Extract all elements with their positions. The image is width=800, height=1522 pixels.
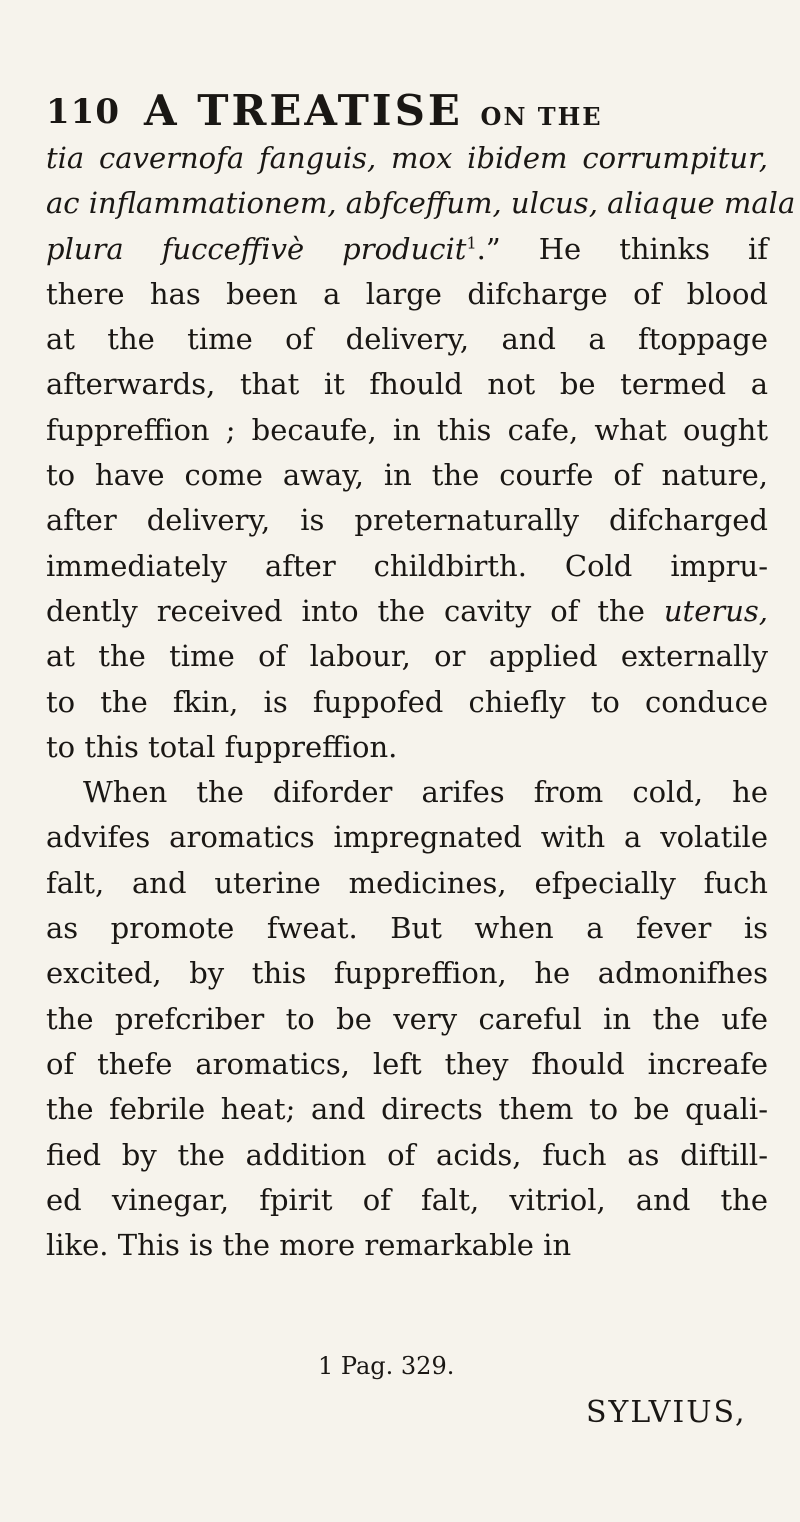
text-line bbox=[46, 362, 768, 407]
text-run: like. This is the more remarkable in bbox=[46, 1228, 572, 1263]
text-run: ed vinegar, fpirit of falt, vitriol, and the bbox=[46, 1182, 768, 1217]
text-run: fuppreffion ; becaufe, in this cafe, what ought bbox=[46, 412, 768, 447]
text-line bbox=[46, 317, 768, 362]
text-line bbox=[46, 544, 768, 589]
text-run: dently received into the cavity of the bbox=[46, 593, 664, 628]
text-run: of thefe aromatics, left they fhould increafe bbox=[46, 1046, 768, 1081]
text-line bbox=[46, 181, 796, 226]
running-title-tail: ON THE bbox=[480, 102, 603, 131]
text-run: to this total fuppreffion. bbox=[46, 729, 398, 764]
text-run: uterus, bbox=[663, 593, 768, 628]
text-line bbox=[46, 1087, 768, 1132]
text-run: falt, and uterine medicines, efpecially fuch bbox=[46, 865, 768, 900]
footnote-ref: 1 bbox=[466, 232, 477, 252]
text-line bbox=[46, 272, 768, 317]
text-line bbox=[46, 680, 768, 725]
text-run: When the diforder arifes from cold, he bbox=[83, 775, 768, 810]
text-line bbox=[46, 408, 768, 453]
page-header bbox=[46, 86, 766, 142]
text-line bbox=[46, 498, 768, 543]
text-run: the febrile heat; and directs them to be quali- bbox=[46, 1092, 768, 1127]
page-number: 110 bbox=[46, 92, 120, 132]
text-line bbox=[46, 951, 768, 996]
running-title-main: A TREATISE bbox=[144, 86, 463, 135]
text-run: at the time of labour, or applied externally bbox=[46, 639, 768, 674]
text-line bbox=[46, 136, 768, 181]
text-line bbox=[46, 1133, 768, 1178]
text-run: excited, by this fuppreffion, he admonifhes bbox=[46, 956, 768, 991]
text-run: after delivery, is preternaturally difcharged bbox=[46, 503, 768, 538]
running-title bbox=[144, 86, 603, 135]
text-line bbox=[46, 906, 768, 951]
text-run: the prefcriber to be very careful in the ufe bbox=[46, 1001, 768, 1036]
text-run: fied by the addition of acids, fuch as diftill- bbox=[46, 1137, 768, 1172]
text-line bbox=[46, 997, 768, 1042]
text-run: as promote fweat. But when a fever is bbox=[46, 911, 768, 946]
text-line bbox=[46, 1042, 768, 1087]
text-run: .” He thinks if bbox=[476, 231, 769, 266]
text-run: afterwards, that it fhould not be termed a bbox=[46, 367, 768, 402]
text-run: at the time of delivery, and a ftoppage bbox=[46, 322, 768, 357]
text-run: immediately after childbirth. Cold impru- bbox=[46, 548, 768, 583]
text-line bbox=[46, 1223, 768, 1268]
text-run: tia cavernofa fanguis, mox ibidem corrumpitur, bbox=[46, 141, 768, 175]
text-line bbox=[46, 815, 768, 860]
text-run: there has been a large difcharge of blood bbox=[46, 276, 768, 311]
text-run: to have come away, in the courfe of nature, bbox=[46, 458, 768, 493]
text-line bbox=[46, 770, 768, 815]
text-line bbox=[46, 453, 768, 498]
footnote: 1 Pag. 329. bbox=[318, 1352, 455, 1380]
text-run: ac inflammationem, abfceffum, ulcus, aliaque mala bbox=[46, 186, 796, 221]
text-line bbox=[46, 634, 768, 679]
text-line bbox=[46, 589, 768, 634]
text-run: to the fkin, is fuppofed chiefly to conduce bbox=[46, 684, 768, 719]
text-run: plura fucceffivè producit bbox=[46, 231, 467, 266]
text-run: advifes aromatics impregnated with a volatile bbox=[46, 820, 768, 855]
text-line bbox=[46, 861, 768, 906]
text-line bbox=[46, 1178, 768, 1223]
catchword: SYLVIUS, bbox=[586, 1395, 747, 1430]
text-line bbox=[46, 227, 768, 272]
text-line bbox=[46, 725, 768, 770]
body-text bbox=[46, 136, 796, 1268]
